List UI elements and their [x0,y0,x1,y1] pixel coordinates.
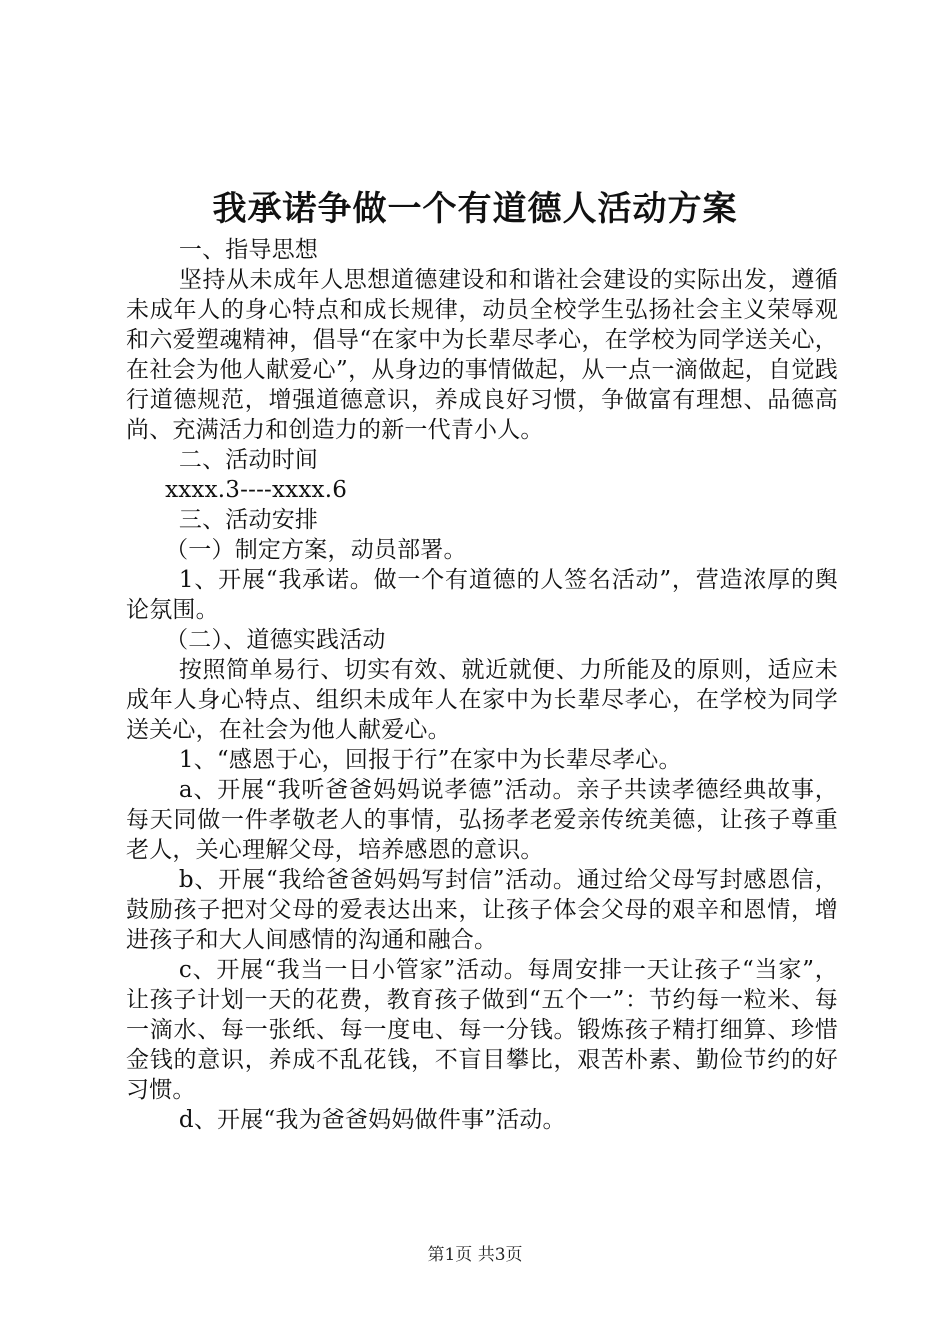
paragraph-gratitude-item: 1、“感恩于心，回报于行”在家中为长辈尽孝心。 [178,747,682,773]
paragraph-item-a: a、开展“我听爸爸妈妈说孝德”活动。亲子共读孝德经典故事，每天同做一件孝敬老人的事情，弘扬孝老爱亲传统美德，让孩子尊重老人，关心理解父母，培养感恩的意识。 [126,777,838,863]
section-heading-activity-arrangement: 三、活动安排 [178,507,319,533]
subheading-plan-mobilization: （一）制定方案，动员部署。 [165,537,467,563]
paragraph-item-d: d、开展“我为爸爸妈妈做件事”活动。 [178,1107,566,1133]
document-title: 我承诺争做一个有道德人活动方案 [212,189,738,229]
paragraph-guiding-thought: 坚持从未成年人思想道德建设和和谐社会建设的实际出发，遵循未成年人的身心特点和成长规律，动员全校学生弘扬社会主义荣辱观和六爱塑魂精神，倡导“在家中为长辈尽孝心，在学校为同学送关心，在社会为他人献爱心”，从身边的事情做起，从一点一滴做起，自觉践行道德规范，增强道德意识，养成良好习惯，争做富有理想、品德高尚、充满活力和创造力的新一代青小人。 [126,267,838,443]
paragraph-activity-time: xxxx.3----xxxx.6 [165,477,348,503]
paragraph-moral-practice-principle: 按照简单易行、切实有效、就近就便、力所能及的原则，适应未成年人身心特点、组织未成年人在家中为长辈尽孝心，在学校为同学送关心，在社会为他人献爱心。 [126,657,838,743]
paragraph-item-c: c、开展“我当一日小管家”活动。每周安排一天让孩子“当家”，让孩子计划一天的花费，教育孩子做到“五个一”：节约每一粒米、每一滴水、每一张纸、每一度电、每一分钱。锻炼孩子精打细算、珍惜金钱的意识，养成不乱花钱，不盲目攀比，艰苦朴素、勤俭节约的好习惯。 [126,957,838,1103]
section-heading-activity-time: 二、活动时间 [178,447,319,473]
page-number-footer: 第1页 共3页 [427,1245,523,1265]
section-heading-guiding-thought: 一、指导思想 [178,237,319,263]
subheading-moral-practice: （二）、道德实践活动 [165,627,386,653]
document-body [126,235,838,1135]
paragraph-item-b: b、开展“我给爸爸妈妈写封信”活动。通过给父母写封感恩信，鼓励孩子把对父母的爱表达出来，让孩子体会父母的艰辛和恩情，增进孩子和大人间感情的沟通和融合。 [126,867,838,953]
paragraph-signature-activity: 1、开展“我承诺。做一个有道德的人签名活动”，营造浓厚的舆论氛围。 [126,567,838,623]
